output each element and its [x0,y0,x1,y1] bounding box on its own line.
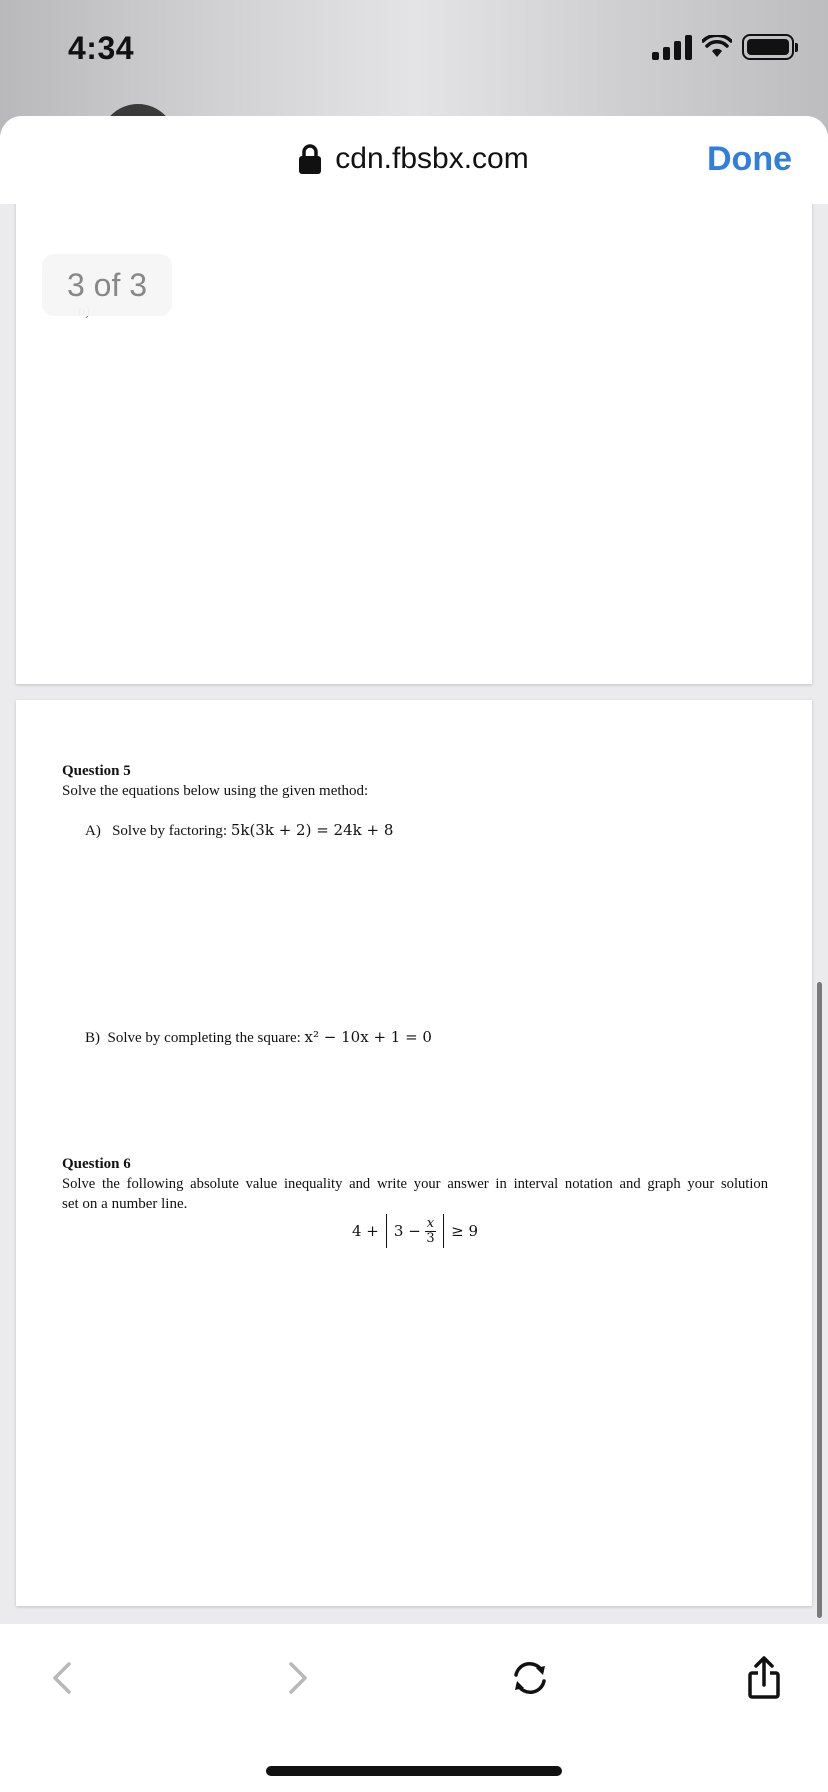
question-5a-equation: 5k(3k + 2) = 24k + 8 [230,821,394,839]
question-5b [85,1028,432,1047]
cellular-signal-icon [652,34,692,60]
question-5a-text: Solve by factoring: [112,823,228,839]
done-button[interactable]: Done [707,140,792,178]
document-page [16,700,812,1606]
question-5b-equation: x² − 10x + 1 = 0 [304,1028,432,1046]
fraction-numerator: x [426,1215,435,1231]
status-bar [0,0,828,116]
inequality-inner-left: 3 − [393,1222,421,1240]
abs-bar-left [386,1214,387,1248]
wifi-icon [702,35,732,59]
chevron-right-icon [286,1661,310,1695]
question-6-instruction-line1: Solve the following absolute value inequality and write your answer in interval notation and graph your solution [62,1176,768,1192]
home-indicator [266,1766,562,1776]
question-5a-label: A) [85,823,101,839]
question-5a [85,821,393,840]
question-5b-text: Solve by completing the square: [107,1030,301,1046]
lock-icon [299,144,321,174]
chevron-left-icon [50,1661,74,1695]
url-bar [0,142,828,176]
page-indicator: 3 of 3 [42,254,172,316]
scrollbar[interactable] [817,982,822,1618]
browser-sheet [0,116,828,1792]
url-text: cdn.fbsbx.com [335,142,529,175]
forward-button[interactable] [276,1656,320,1700]
question-6-inequality [352,1214,478,1248]
document-viewer[interactable] [0,204,828,1624]
inequality-right: ≥ 9 [451,1222,479,1240]
fraction-denominator: 3 [426,1230,435,1246]
inequality-left: 4 + [352,1222,379,1240]
question-6-instruction [62,1174,768,1214]
status-icons [652,34,794,60]
question-6-title: Question 6 [62,1156,131,1172]
reload-button[interactable] [508,1656,552,1700]
question-5-title: Question 5 [62,763,131,779]
back-button[interactable] [40,1656,84,1700]
inequality-fraction [425,1217,436,1246]
status-time: 4:34 [68,30,135,66]
nav-bar [0,116,828,204]
question-6-instruction-line2: set on a number line. [62,1196,188,1212]
question-5-instruction: Solve the equations below using the given method: [62,783,369,799]
reload-icon [509,1657,551,1699]
abs-bar-right [443,1214,444,1248]
share-icon [745,1656,783,1700]
battery-icon [742,34,794,60]
share-button[interactable] [742,1656,786,1700]
question-5b-label: B) [85,1030,100,1046]
